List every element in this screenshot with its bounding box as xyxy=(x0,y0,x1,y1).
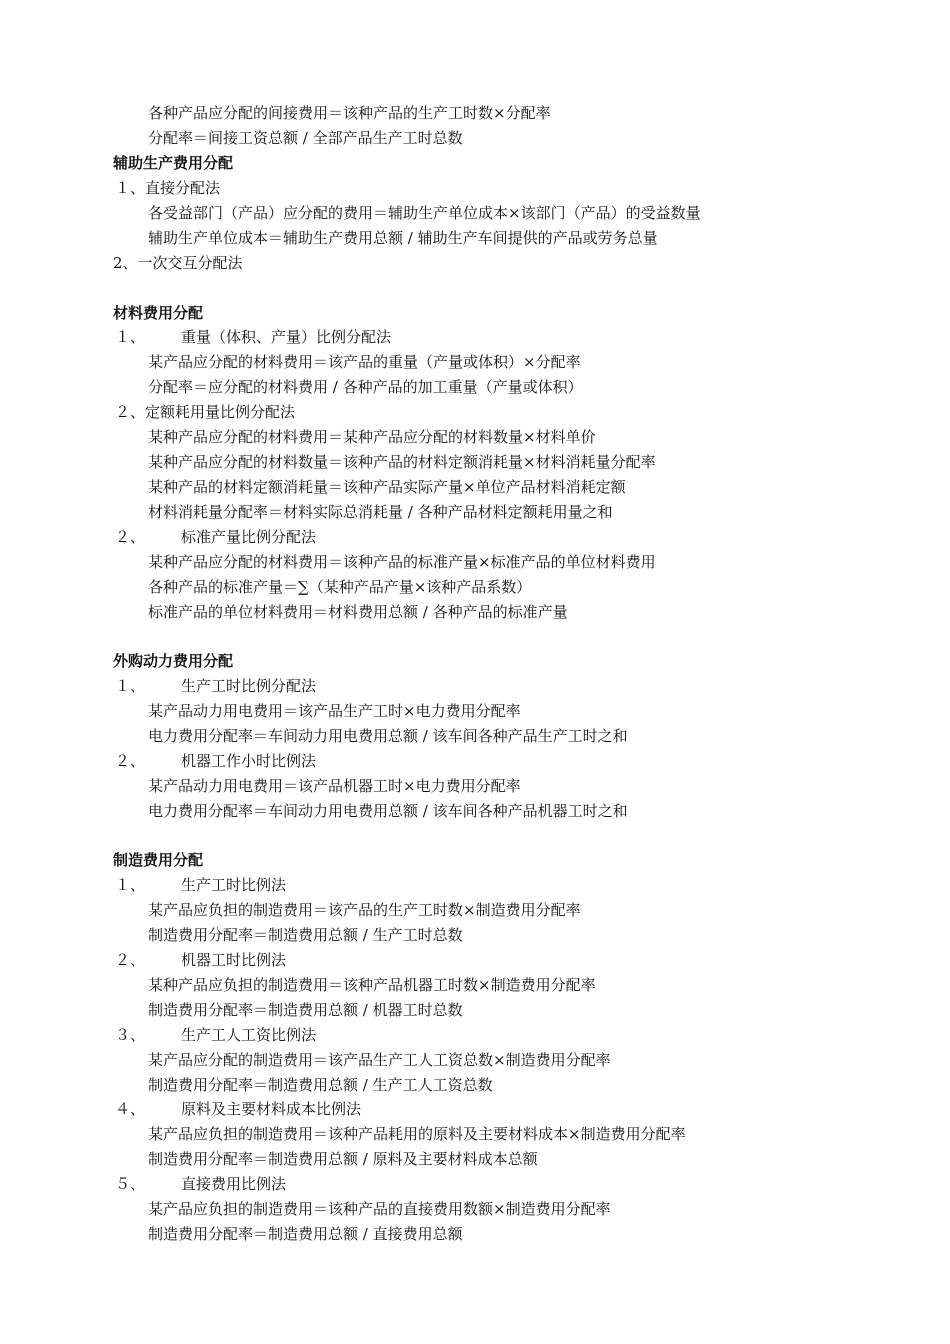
formula-line: 某产品应分配的材料费用＝该产品的重量（产量或体积）×分配率 xyxy=(148,353,581,371)
method-number: ２、 xyxy=(115,951,146,969)
method-number: １、 xyxy=(115,677,146,695)
method-number: １、 xyxy=(115,328,146,346)
formula-line: 某种产品应负担的制造费用＝该种产品机器工时数×制造费用分配率 xyxy=(148,976,596,994)
method-label: 生产工人工资比例法 xyxy=(181,1026,317,1044)
method-number: ２、 xyxy=(115,528,146,546)
method-label: 直接费用比例法 xyxy=(181,1175,287,1193)
method-item xyxy=(115,177,220,199)
method-number: ３、 xyxy=(115,1026,146,1044)
method-item xyxy=(115,750,316,772)
formula-line: 某种产品应分配的材料数量＝该种产品的材料定额消耗量×材料消耗量分配率 xyxy=(148,453,656,471)
formula-line: 电力费用分配率＝车间动力用电费用总额 / 该车间各种产品机器工时之和 xyxy=(148,802,628,820)
formula-line: 分配率＝间接工资总额 / 全部产品生产工时总数 xyxy=(148,129,463,147)
method-label: 标准产量比例分配法 xyxy=(181,528,317,546)
formula-line: 制造费用分配率＝制造费用总额 / 生产工时总数 xyxy=(148,926,463,944)
section-heading-mfg: 制造费用分配 xyxy=(113,851,204,869)
method-label: 机器工时比例法 xyxy=(181,951,287,969)
formula-line: 制造费用分配率＝制造费用总额 / 机器工时总数 xyxy=(148,1001,463,1019)
method-label: 生产工时比例法 xyxy=(181,876,287,894)
method-item xyxy=(115,874,286,896)
formula-line: 制造费用分配率＝制造费用总额 / 原料及主要材料成本总额 xyxy=(148,1150,538,1168)
method-item xyxy=(115,401,295,423)
method-item xyxy=(115,326,391,348)
method-item: 2、一次交互分配法 xyxy=(113,254,243,272)
method-label: 机器工作小时比例法 xyxy=(181,752,317,770)
formula-line: 各种产品应分配的间接费用＝该种产品的生产工时数×分配率 xyxy=(148,104,551,122)
formula-line: 标准产品的单位材料费用＝材料费用总额 / 各种产品的标准产量 xyxy=(148,603,568,621)
formula-line: 某产品动力用电费用＝该产品机器工时×电力费用分配率 xyxy=(148,777,521,795)
method-item xyxy=(115,949,286,971)
method-number: ５、 xyxy=(115,1175,146,1193)
method-label: 重量（体积、产量）比例分配法 xyxy=(181,328,392,346)
method-number: １、 xyxy=(115,876,146,894)
formula-line: 分配率＝应分配的材料费用 / 各种产品的加工重量（产量或体积） xyxy=(148,378,583,396)
formula-line: 电力费用分配率＝车间动力用电费用总额 / 该车间各种产品生产工时之和 xyxy=(148,727,628,745)
method-label: 生产工时比例分配法 xyxy=(181,677,317,695)
method-number: １、 xyxy=(115,179,146,197)
formula-line: 某产品应分配的制造费用＝该产品生产工人工资总数×制造费用分配率 xyxy=(148,1051,611,1069)
formula-line: 某产品应负担的制造费用＝该种产品的直接费用数额×制造费用分配率 xyxy=(148,1200,611,1218)
method-label: 定额耗用量比例分配法 xyxy=(145,403,296,421)
method-item xyxy=(115,1024,316,1046)
formula-line: 某种产品的材料定额消耗量＝该种产品实际产量×单位产品材料消耗定额 xyxy=(148,478,626,496)
formula-line: 制造费用分配率＝制造费用总额 / 直接费用总额 xyxy=(148,1225,463,1243)
formula-line: 某种产品应分配的材料费用＝某种产品应分配的材料数量×材料单价 xyxy=(148,428,596,446)
formula-line: 某种产品应分配的材料费用＝该种产品的标准产量×标准产品的单位材料费用 xyxy=(148,553,656,571)
formula-line: 各受益部门（产品）应分配的费用＝辅助生产单位成本×该部门（产品）的受益数量 xyxy=(148,204,701,222)
method-item xyxy=(115,526,316,548)
formula-line: 某产品应负担的制造费用＝该种产品耗用的原料及主要材料成本×制造费用分配率 xyxy=(148,1125,686,1143)
method-number: ２、 xyxy=(115,403,146,421)
method-item xyxy=(115,1173,286,1195)
formula-line: 制造费用分配率＝制造费用总额 / 生产工人工资总数 xyxy=(148,1076,493,1094)
formula-line: 辅助生产单位成本＝辅助生产费用总额 / 辅助生产车间提供的产品或劳务总量 xyxy=(148,229,658,247)
formula-line: 各种产品的标准产量＝∑（某种产品产量×该种产品系数） xyxy=(148,578,532,596)
method-label: 直接分配法 xyxy=(145,179,221,197)
formula-line: 材料消耗量分配率＝材料实际总消耗量 / 各种产品材料定额耗用量之和 xyxy=(148,503,613,521)
method-item xyxy=(115,675,316,697)
section-heading-material: 材料费用分配 xyxy=(113,304,204,322)
formula-line: 某产品应负担的制造费用＝该产品的生产工时数×制造费用分配率 xyxy=(148,901,581,919)
section-heading-power: 外购动力费用分配 xyxy=(113,652,234,670)
formula-line: 某产品动力用电费用＝该产品生产工时×电力费用分配率 xyxy=(148,702,521,720)
method-label: 原料及主要材料成本比例法 xyxy=(181,1100,362,1118)
section-heading-aux: 辅助生产费用分配 xyxy=(113,154,234,172)
method-number: ４、 xyxy=(115,1100,146,1118)
method-item xyxy=(115,1098,361,1120)
method-number: ２、 xyxy=(115,752,146,770)
